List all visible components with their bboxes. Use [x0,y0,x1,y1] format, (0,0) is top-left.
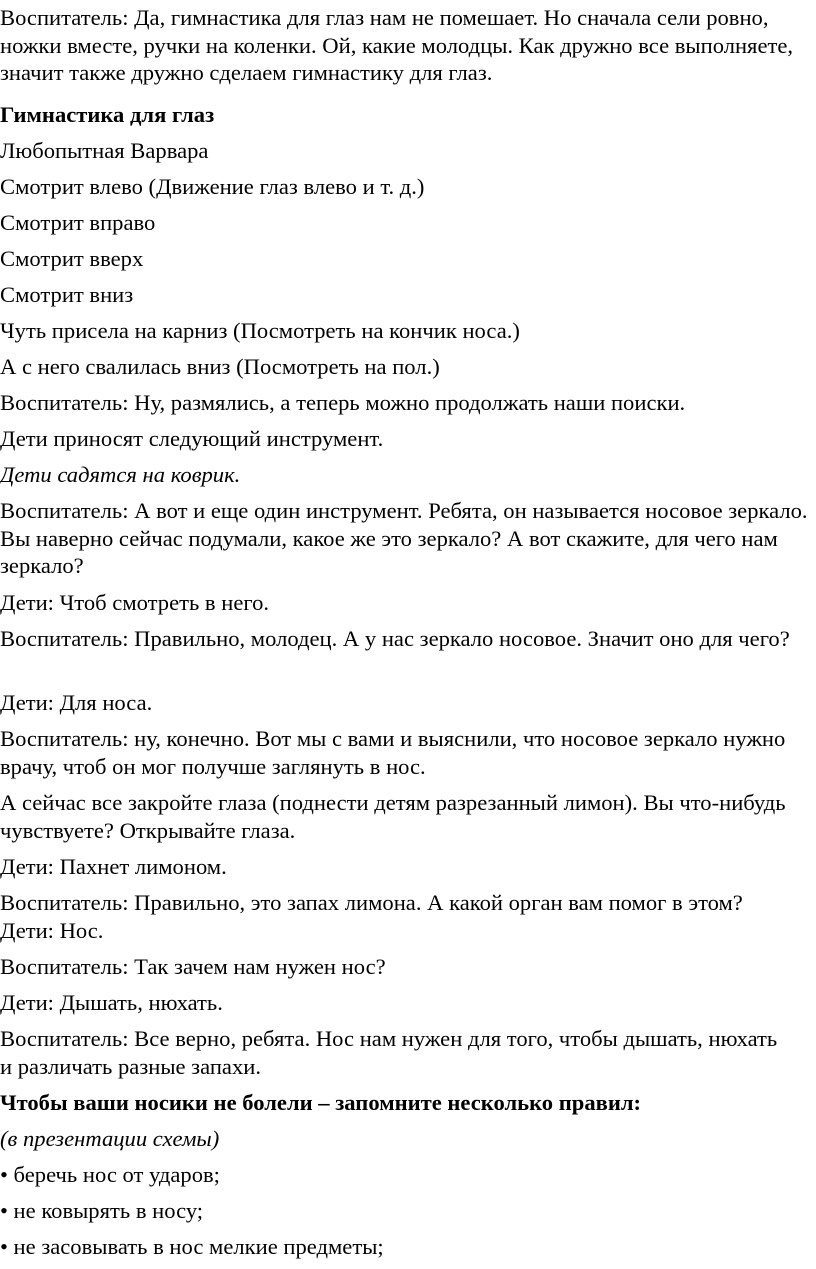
poem-line: Любопытная Варвара [0,138,209,163]
dialogue-line: А сейчас все закройте глаза (поднести детям разрезанный лимон). Вы что-нибудь чувствуете? Открывайте глаза. [0,790,786,843]
dialogue-line: Воспитатель: А вот и еще один инструмент. Ребята, он называется носовое зеркало. Вы наверно сейчас подумали, какое же это зеркало? А вот скажите, для чего нам зеркало? [0,498,808,578]
poem-line: Смотрит вправо [0,210,156,235]
dialogue-line: Дети: Дышать, нюхать. [0,990,223,1015]
poem-line: Смотрит вверх [0,246,144,271]
dialogue-line: Дети: Нос. [0,918,104,943]
dialogue-line: Воспитатель: Правильно, это запах лимона. А какой орган вам помог в этом? [0,890,743,915]
dialogue-line: Дети: Пахнет лимоном. [0,854,227,879]
dialogue-line: Дети: Для носа. [0,690,153,715]
stage-direction: (в презентации схемы) [0,1126,220,1151]
dialogue-line: Воспитатель: Все верно, ребята. Нос нам нужен для того, чтобы дышать, нюхать и различать разные запахи. [0,1026,778,1079]
poem-line: Смотрит влево (Движение глаз влево и т. д.) [0,174,425,199]
paragraph-intro: Воспитатель: Да, гимнастика для глаз нам не помешает. Но сначала сели ровно, ножки вместе, ручки на коленки. Ой, какие молодцы. Как дружно все выполняете, значит также дружно сделаем гимнастику для глаз. [0,5,794,85]
dialogue-line: Воспитатель: Так зачем нам нужен нос? [0,954,386,979]
rule-list-item: • не засовывать в нос мелкие предметы; [0,1234,384,1259]
dialogue-line: Воспитатель: Правильно, молодец. А у нас зеркало носовое. Значит оно для чего? [0,626,790,651]
dialogue-line: Дети: Чтоб смотреть в него. [0,590,270,615]
dialogue-line: Воспитатель: Ну, размялись, а теперь можно продолжать наши поиски. [0,390,686,415]
poem-line: Чуть присела на карниз (Посмотреть на кончик носа.) [0,318,520,343]
dialogue-line: Воспитатель: ну, конечно. Вот мы с вами и выяснили, что носовое зеркало нужно врачу, чтоб он мог получше заглянуть в нос. [0,726,786,779]
heading-nose-rules: Чтобы ваши носики не болели – запомните несколько правил: [0,1090,642,1115]
heading-eye-gymnastics: Гимнастика для глаз [0,102,215,127]
rule-list-item: • не ковырять в носу; [0,1198,204,1223]
stage-direction: Дети садятся на коврик. [0,462,241,487]
poem-line: Смотрит вниз [0,282,134,307]
dialogue-line: Дети приносят следующий инструмент. [0,426,384,451]
rule-list-item: • беречь нос от ударов; [0,1162,220,1187]
poem-line: А с него свалилась вниз (Посмотреть на пол.) [0,354,440,379]
